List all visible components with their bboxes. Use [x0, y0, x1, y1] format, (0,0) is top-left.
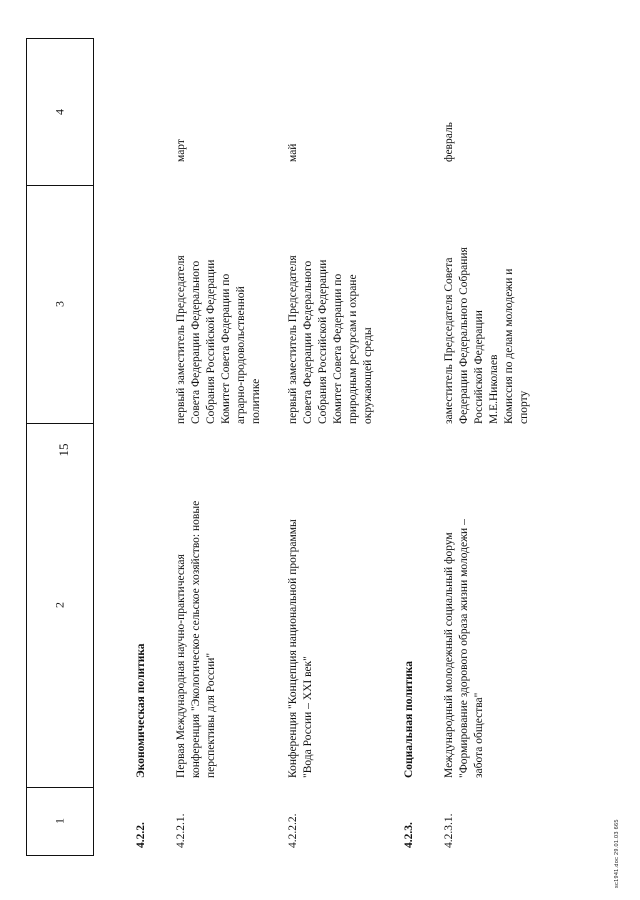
responsible-line: аграрно-продовольственной [235, 286, 247, 424]
event-cell [286, 432, 316, 778]
section-number: 4.2.2. [135, 822, 147, 848]
event-cell [174, 432, 219, 778]
responsible-line: Совета Федерации Федерального [190, 260, 202, 424]
event-cell [442, 432, 487, 778]
responsible-line: М.Е.Николаев [488, 354, 500, 424]
column-header-1 [26, 787, 94, 856]
responsible-line: заместитель Председателя Совета [443, 257, 455, 424]
responsible-line: Российской Федерации [473, 310, 485, 424]
responsible-line: первый заместитель Председателя [175, 255, 187, 424]
responsible-line: Совета Федерации Федерального [302, 260, 314, 424]
page-number: 15 [56, 443, 71, 457]
responsible-line: политике [250, 378, 262, 424]
responsible-line: первый заместитель Председателя [287, 255, 299, 424]
item-number: 4.2.2.1. [175, 813, 187, 848]
responsible-line: Комитет Совета Федерации по [220, 273, 232, 424]
section-title: Социальная политика [403, 661, 415, 778]
responsible-line: Собрания Российской Федерации [317, 259, 329, 424]
responsible-line: спорту [518, 390, 530, 424]
date-cell: март [175, 139, 187, 162]
item-number: 4.2.3.1. [443, 813, 455, 848]
section-title: Экономическая политика [135, 643, 147, 778]
document-code: sc1941.doc 29.01.03 665 [614, 819, 620, 888]
column-header-3 [26, 185, 94, 424]
column-header-label: 1 [52, 818, 67, 824]
section-number: 4.2.3. [403, 822, 415, 848]
event-line: забота общества" [473, 692, 485, 778]
responsible-line: Собрания Российской Федерации [205, 259, 217, 424]
responsible-cell [174, 176, 264, 424]
date-cell: май [287, 143, 299, 162]
responsible-line: Комиссия по делам молодежи и [503, 268, 515, 424]
event-line: Конференция "Концепция национальной программы [287, 519, 299, 778]
event-line: конференция "Экологическое сельское хозяйство: новые [190, 500, 202, 778]
responsible-line: Федерации Федерального Собрания [458, 247, 470, 424]
responsible-cell [442, 176, 532, 424]
column-header-label: 3 [52, 301, 67, 307]
column-header-2 [26, 423, 94, 788]
event-line: "Формирование здорового образа жизни молодежи – [458, 519, 470, 778]
column-header-4 [26, 38, 94, 186]
responsible-line: окружающей среды [362, 327, 374, 424]
column-header-label: 2 [52, 602, 67, 608]
responsible-line: Комитет Совета Федерации по [332, 273, 344, 424]
event-line: Первая Международная научно-практическая [175, 554, 187, 778]
event-line: "Вода России – XXI век" [302, 656, 314, 778]
responsible-cell [286, 176, 376, 424]
event-line: Международный молодежный социальный форум [443, 532, 455, 778]
column-header-label: 4 [52, 109, 67, 115]
responsible-line: природным ресурсам и охране [347, 274, 359, 424]
date-cell: февраль [443, 122, 455, 162]
item-number: 4.2.2.2. [287, 813, 299, 848]
event-line: перспективы для России" [205, 652, 217, 778]
